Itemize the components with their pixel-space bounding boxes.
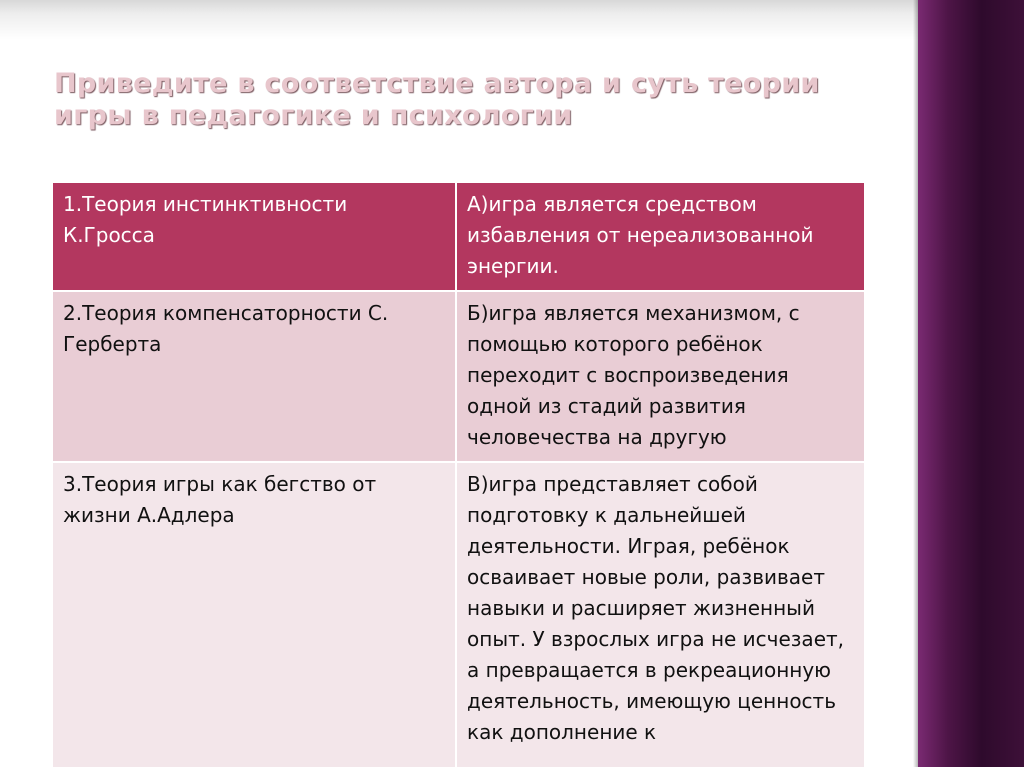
table-row bbox=[52, 182, 865, 291]
table-row bbox=[52, 462, 865, 767]
theory-cell: 2.Теория компенсаторности С. Герберта bbox=[52, 291, 456, 462]
top-shadow bbox=[0, 0, 918, 40]
essence-cell: Б)игра является механизмом, с помощью которого ребёнок переходит с воспроизведения одной из стадий развития человечества на другую bbox=[456, 291, 865, 462]
table-row bbox=[52, 291, 865, 462]
theory-cell: 1.Теория инстинктивности К.Гросса bbox=[52, 182, 456, 291]
essence-cell: В)игра представляет собой подготовку к дальнейшей деятельности. Играя, ребёнок осваивает новые роли, развивает навыки и расширяет жизненный опыт. У взрослых игра не исчезает, а превращается в рекреационную деятельность, имеющую ценность как дополнение к bbox=[456, 462, 865, 767]
decorative-side-band bbox=[918, 0, 1024, 767]
matching-table bbox=[51, 181, 866, 767]
theory-cell: 3.Теория игры как бегство от жизни А.Адлера bbox=[52, 462, 456, 767]
slide-title: Приведите в соответствие автора и суть теории игры в педагогике и психологии bbox=[54, 68, 820, 131]
essence-cell: А)игра является средством избавления от нереализованной энергии. bbox=[456, 182, 865, 291]
